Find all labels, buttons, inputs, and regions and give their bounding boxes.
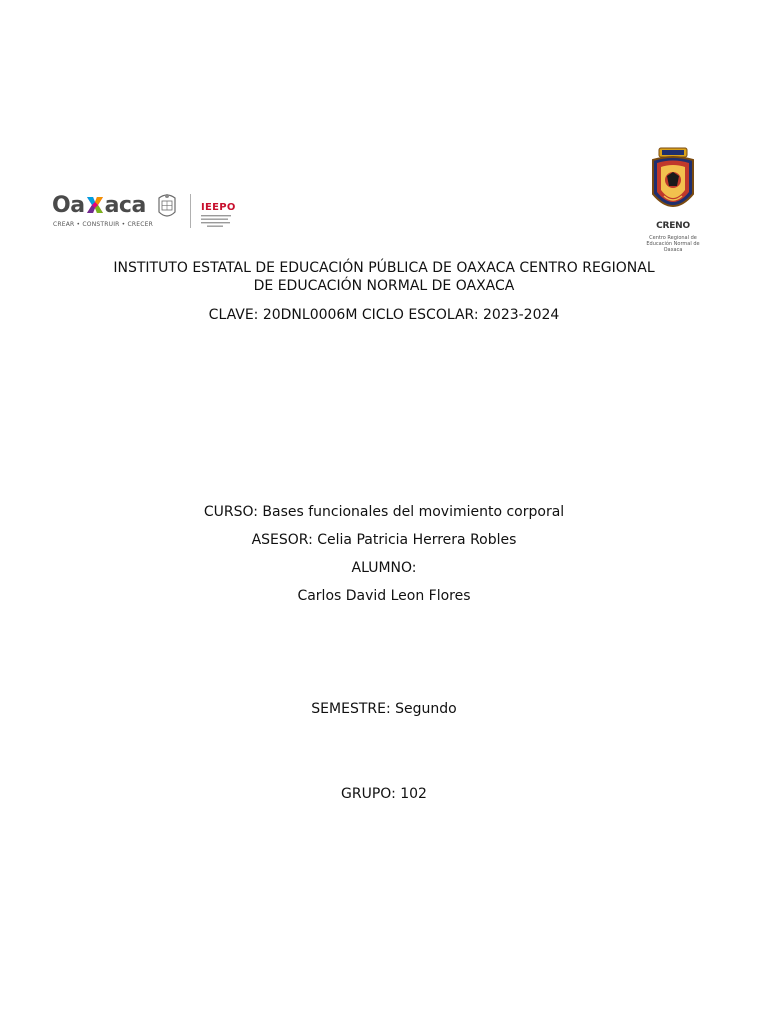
oaxaca-logo	[52, 194, 146, 218]
oaxaca-logo-prefix: Oa	[52, 193, 85, 218]
creno-subtitle: Centro Regional de Educación Normal de Oaxaca	[646, 235, 700, 253]
creno-shield-icon	[650, 146, 696, 220]
logo-divider	[190, 194, 191, 228]
oaxaca-x-mark-icon	[85, 195, 105, 215]
alumno-name: Carlos David Leon Flores	[297, 588, 471, 604]
oaxaca-logo-suffix: aca	[104, 193, 146, 218]
clave-line: CLAVE: 20DNL0006M CICLO ESCOLAR: 2023-2024	[208, 307, 560, 323]
alumno-label: ALUMNO:	[351, 560, 417, 576]
curso-line: CURSO: Bases funcionales del movimiento corporal	[203, 504, 565, 520]
state-seal-icon	[155, 192, 179, 222]
ieepo-logo: IEEPO	[201, 202, 236, 213]
semestre-line: SEMESTRE: Segundo	[311, 701, 457, 717]
grupo-line: GRUPO: 102	[341, 786, 427, 802]
ieepo-subtitle-lines	[201, 215, 235, 228]
oaxaca-tagline: CREAR • CONSTRUIR • CRECER	[53, 221, 154, 228]
creno-logo	[640, 146, 706, 253]
institution-title: INSTITUTO ESTATAL DE EDUCACIÓN PÚBLICA DE OAXACA CENTRO REGIONAL DE EDUCACIÓN NORMAL DE OAXACA	[113, 260, 655, 294]
asesor-line: ASESOR: Celia Patricia Herrera Robles	[251, 532, 517, 548]
creno-label: CRENO	[656, 221, 690, 231]
government-logos	[52, 190, 238, 232]
